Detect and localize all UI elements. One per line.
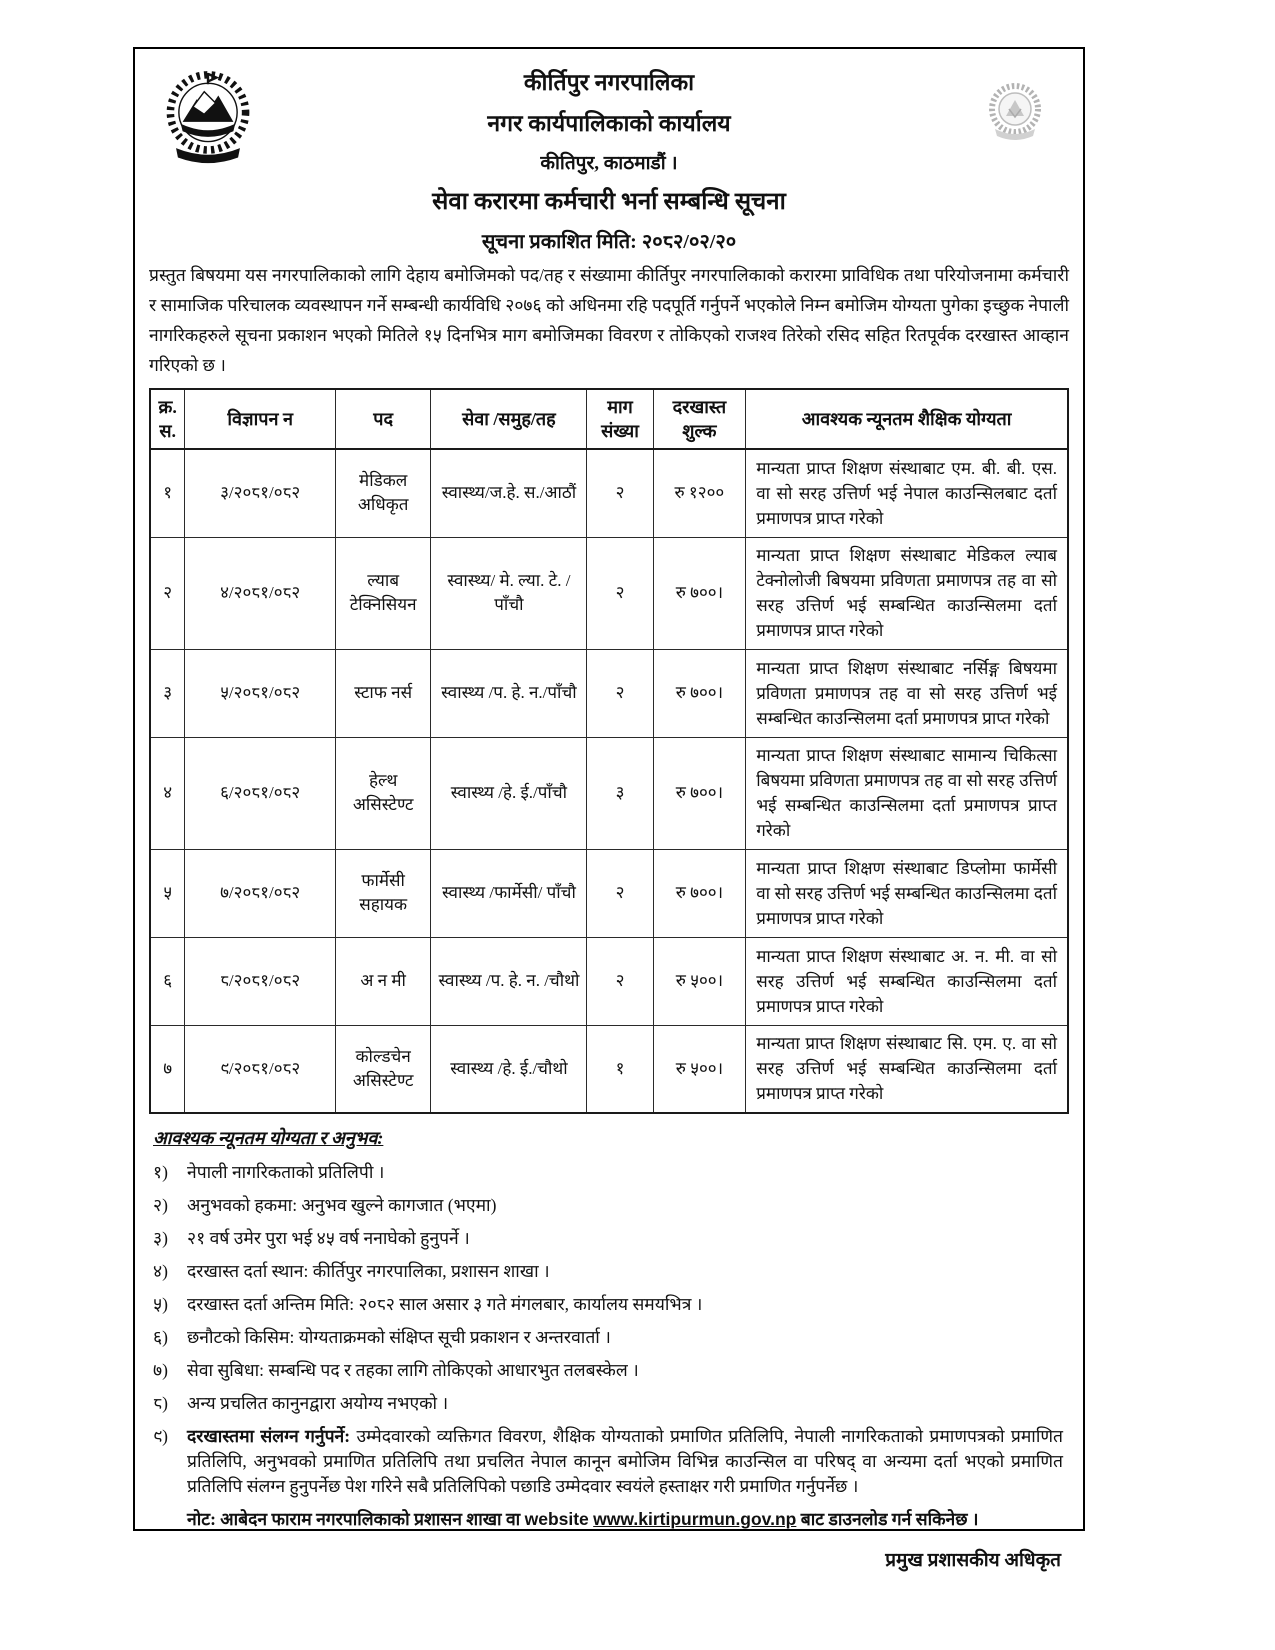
col-post: पद xyxy=(335,389,430,449)
office-name: नगर कार्यपालिकाको कार्यालय xyxy=(487,111,731,136)
list-item-number: १) xyxy=(153,1162,168,1182)
nepal-government-emblem-icon xyxy=(983,79,1047,145)
table-body xyxy=(150,449,1068,1113)
list-item-text: नेपाली नागरिकताको प्रतिलिपी । xyxy=(187,1162,385,1182)
cell-serial: १ xyxy=(150,449,185,537)
cell-service-group-level: स्वास्थ्य/ मे. ल्या. टे. /पाँचौ xyxy=(431,537,587,649)
list-item-text: दरखास्त दर्ता स्थान: कीर्तिपुर नगरपालिका, प्रशासन शाखा । xyxy=(187,1261,550,1281)
signatory-title: प्रमुख प्रशासकीय अधिकृत xyxy=(885,1550,1061,1571)
cell-advert-no: ९/२०८१/०८२ xyxy=(185,1025,336,1113)
list-item-label: दरखास्तमा संलग्न गर्नुपर्ने: xyxy=(187,1426,351,1446)
list-item-text: सेवा सुबिधा: सम्बन्धि पद र तहका लागि तोकिएको आधारभुत तलबस्केल । xyxy=(187,1360,639,1380)
cell-serial: ६ xyxy=(150,937,185,1025)
list-item-text: अन्य प्रचलित कानुनद्वारा अयोग्य नभएको । xyxy=(187,1393,449,1413)
list-item xyxy=(153,1160,1069,1185)
published-date: सूचना प्रकाशित मिति: २०८२/०२/२० xyxy=(481,231,737,253)
note-line xyxy=(187,1507,1069,1532)
list-item-number: ५) xyxy=(153,1294,168,1314)
intro-paragraph: प्रस्तुत बिषयमा यस नगरपालिकाको लागि देहाय बमोजिमको पद/तह र संख्यामा कीर्तिपुर नगरपालिकाको करारमा प्राविधिक तथा परियोजनामा कर्मचारी र सामाजिक परिचालक व्यवस्थापन गर्ने सम्बन्धी कार्यविधि २०७६ को अधिनमा रहि पदपूर्ति गर्नुपर्ने भएकोले निम्न बमोजिम योग्यता पुगेका इच्छुक नेपाली नागरिकहरुले सूचना प्रकाशन भएको मितिले १५ दिनभित्र माग बमोजिमका विवरण र तोकिएको राजश्व तिरेको रसिद सहित रितपूर्वक दरखास्त आव्हान गरिएको छ । xyxy=(149,265,1069,375)
cell-serial: ७ xyxy=(150,1025,185,1113)
cell-post: हेल्थ असिस्टेण्ट xyxy=(335,737,430,849)
requirements-list xyxy=(153,1160,1069,1499)
list-item xyxy=(153,1259,1069,1284)
cell-post: अ न मी xyxy=(335,937,430,1025)
cell-service-group-level: स्वास्थ्य /फार्मेसी/ पाँचौ xyxy=(431,849,587,937)
cell-post: ल्याब टेक्निसियन xyxy=(335,537,430,649)
list-item xyxy=(153,1193,1069,1218)
list-item xyxy=(153,1226,1069,1251)
cell-positions: ३ xyxy=(587,737,653,849)
col-serial: क्र. स. xyxy=(150,389,185,449)
cell-positions: २ xyxy=(587,537,653,649)
office-address: कीतिपुर, काठमाडौं । xyxy=(540,153,678,174)
list-item-text: दरखास्त दर्ता अन्तिम मिति: २०८२ साल असार ३ गते मंगलबार, कार्यालय समयभित्र । xyxy=(187,1294,703,1314)
cell-service-group-level: स्वास्थ्य /हे. ई./चौथो xyxy=(431,1025,587,1113)
list-item-number: ८) xyxy=(153,1393,168,1413)
cell-serial: २ xyxy=(150,537,185,649)
list-item-number: ६) xyxy=(153,1327,168,1347)
note-suffix: बाट डाउनलोड गर्न सकिनेछ । xyxy=(800,1509,979,1529)
table-header-row xyxy=(150,389,1068,449)
table-row xyxy=(150,649,1068,737)
requirements-heading: आवश्यक न्यूनतम योग्यता र अनुभव: xyxy=(153,1128,384,1148)
cell-positions: २ xyxy=(587,849,653,937)
list-item xyxy=(153,1358,1069,1383)
cell-fee: रु ७००। xyxy=(653,537,746,649)
cell-advert-no: ८/२०८१/०८२ xyxy=(185,937,336,1025)
cell-post: फार्मेसी सहायक xyxy=(335,849,430,937)
list-item-number: ९) xyxy=(153,1426,168,1446)
cell-qualification: मान्यता प्राप्त शिक्षण संस्थाबाट अ. न. मी. वा सो सरह उत्तिर्ण भई सम्बन्धित काउन्सिलमा दर्ता प्रमाणपत्र प्राप्त गरेको xyxy=(746,937,1068,1025)
cell-fee: रु ७००। xyxy=(653,849,746,937)
list-item-number: २) xyxy=(153,1195,168,1215)
cell-fee: रु १२०० xyxy=(653,449,746,537)
note-website-word: website xyxy=(524,1509,589,1529)
table-row xyxy=(150,449,1068,537)
list-item xyxy=(153,1292,1069,1317)
website-url: www.kirtipurmun.gov.np xyxy=(593,1509,797,1529)
cell-advert-no: ३/२०८१/०८२ xyxy=(185,449,336,537)
cell-advert-no: ७/२०८१/०८२ xyxy=(185,849,336,937)
cell-advert-no: ४/२०८१/०८२ xyxy=(185,537,336,649)
cell-fee: रु ७००। xyxy=(653,649,746,737)
cell-fee: रु ७००। xyxy=(653,737,746,849)
list-item xyxy=(153,1424,1069,1499)
list-item-number: ३) xyxy=(153,1228,168,1248)
municipality-emblem-icon xyxy=(161,69,255,169)
cell-positions: २ xyxy=(587,449,653,537)
list-item-text: छनौटको किसिम: योग्यताक्रमको संक्षिप्त सूची प्रकाशन र अन्तरवार्ता । xyxy=(187,1327,611,1347)
cell-positions: २ xyxy=(587,937,653,1025)
requirements-section xyxy=(149,1126,1069,1532)
cell-serial: ५ xyxy=(150,849,185,937)
cell-advert-no: ६/२०८१/०८२ xyxy=(185,737,336,849)
cell-fee: रु ५००। xyxy=(653,1025,746,1113)
col-qualification: आवश्यक न्यूनतम शैक्षिक योग्यता xyxy=(746,389,1068,449)
cell-service-group-level: स्वास्थ्य /हे. ई./पाँचौ xyxy=(431,737,587,849)
cell-qualification: मान्यता प्राप्त शिक्षण संस्थाबाट सामान्य चिकित्सा बिषयमा प्रविणता प्रमाणपत्र तह वा सो सरह उत्तिर्ण भई सम्बन्धित काउन्सिलमा दर्ता प्रमाणपत्र प्राप्त गरेको xyxy=(746,737,1068,849)
municipality-name: कीर्तिपुर नगरपालिका xyxy=(523,70,695,95)
cell-positions: २ xyxy=(587,649,653,737)
col-positions: माग संख्या xyxy=(587,389,653,449)
cell-advert-no: ५/२०८१/०८२ xyxy=(185,649,336,737)
list-item-number: ४) xyxy=(153,1261,168,1281)
cell-qualification: मान्यता प्राप्त शिक्षण संस्थाबाट एम. बी. बी. एस. वा सो सरह उत्तिर्ण भई नेपाल काउन्सिलबाट दर्ता प्रमाणपत्र प्राप्त गरेको xyxy=(746,449,1068,537)
notice-document xyxy=(133,47,1085,1571)
list-item-number: ७) xyxy=(153,1360,168,1380)
vacancy-table xyxy=(149,388,1069,1114)
cell-service-group-level: स्वास्थ्य/ज.हे. स./आठौं xyxy=(431,449,587,537)
col-advert-no: विज्ञापन न xyxy=(185,389,336,449)
cell-fee: रु ५००। xyxy=(653,937,746,1025)
table-row xyxy=(150,737,1068,849)
col-fee: दरखास्त शुल्क xyxy=(653,389,746,449)
cell-qualification: मान्यता प्राप्त शिक्षण संस्थाबाट सि. एम. ए. वा सो सरह उत्तिर्ण भई सम्बन्धित काउन्सिलमा दर्ता प्रमाणपत्र प्राप्त गरेको xyxy=(746,1025,1068,1113)
cell-serial: ३ xyxy=(150,649,185,737)
cell-positions: १ xyxy=(587,1025,653,1113)
cell-service-group-level: स्वास्थ्य /प. हे. न./पाँचौ xyxy=(431,649,587,737)
table-row xyxy=(150,937,1068,1025)
cell-service-group-level: स्वास्थ्य /प. हे. न. /चौथो xyxy=(431,937,587,1025)
document-header xyxy=(149,59,1069,254)
list-item xyxy=(153,1391,1069,1416)
table-row xyxy=(150,537,1068,649)
notice-title: सेवा करारमा कर्मचारी भर्ना सम्बन्धि सूचना xyxy=(432,189,786,215)
cell-qualification: मान्यता प्राप्त शिक्षण संस्थाबाट डिप्लोमा फार्मेसी वा सो सरह उत्तिर्ण भई सम्बन्धित काउन्सिलमा दर्ता प्रमाणपत्र प्राप्त गरेको xyxy=(746,849,1068,937)
cell-post: कोल्डचेन असिस्टेण्ट xyxy=(335,1025,430,1113)
col-service-group-level: सेवा /समुह/तह xyxy=(431,389,587,449)
cell-qualification: मान्यता प्राप्त शिक्षण संस्थाबाट मेडिकल ल्याब टेक्नोलोजी बिषयमा प्रविणता प्रमाणपत्र तह वा सो सरह उत्तिर्ण भई सम्बन्धित काउन्सिलमा दर्ता प्रमाणपत्र प्राप्त गरेको xyxy=(746,537,1068,649)
cell-post: मेडिकल अधिकृत xyxy=(335,449,430,537)
cell-qualification: मान्यता प्राप्त शिक्षण संस्थाबाट नर्सिङ्ग बिषयमा प्रविणता प्रमाणपत्र तह वा सो सरह उत्तिर्ण भई सम्बन्धित काउन्सिलमा दर्ता प्रमाणपत्र प्राप्त गरेको xyxy=(746,649,1068,737)
table-row xyxy=(150,1025,1068,1113)
list-item xyxy=(153,1325,1069,1350)
list-item-text: २१ वर्ष उमेर पुरा भई ४५ वर्ष ननाघेको हुनुपर्ने । xyxy=(187,1228,470,1248)
table-row xyxy=(150,849,1068,937)
note-prefix: नोट: आबेदन फाराम नगरपालिकाको प्रशासन शाखा वा xyxy=(187,1509,521,1529)
list-item-text: उम्मेदवारको व्यक्तिगत विवरण, शैक्षिक योग्यताको प्रमाणित प्रतिलिपि, नेपाली नागरिकताको प्रमाणपत्रको प्रमाणित प्रतिलिपि, अनुभवको प्रमाणित प्रतिलिपि तथा प्रचलित नेपाल कानून बमोजिम विभिन्न काउन्सिल वा परिषद् वा अन्यमा दर्ता भएको प्रमाणित प्रतिलिपि संलग्न हुनुपर्नेछ पेश गरिने सबै प्रतिलिपिको पछाडि उम्मेदवार स्वयंले हस्ताक्षर गरी प्रमाणित गर्नुपर्नेछ । xyxy=(187,1426,1063,1496)
list-item-text: अनुभवको हकमा: अनुभव खुल्ने कागजात (भएमा) xyxy=(187,1195,497,1215)
cell-serial: ४ xyxy=(150,737,185,849)
cell-post: स्टाफ नर्स xyxy=(335,649,430,737)
